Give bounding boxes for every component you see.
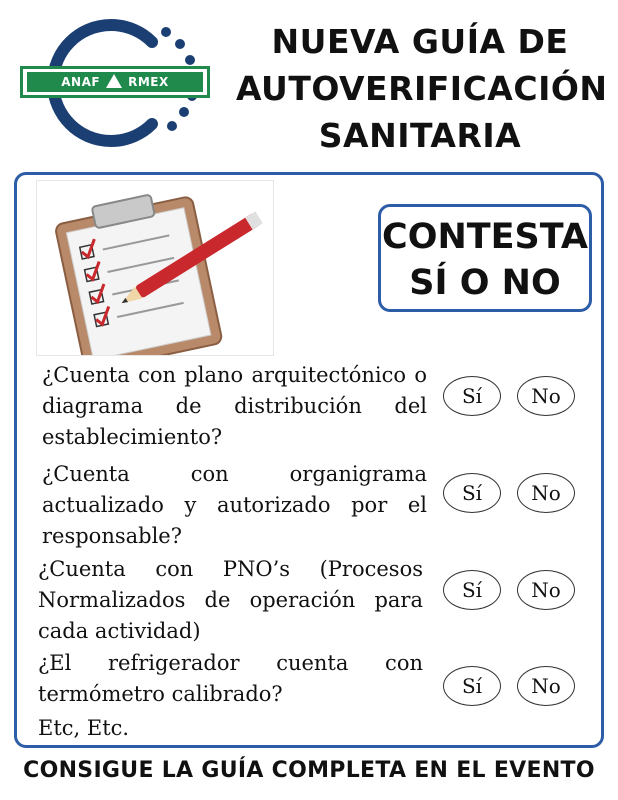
question-4-yes-option[interactable]: Sí <box>443 666 501 706</box>
etc-text: Etc, Etc. <box>38 716 130 740</box>
question-3-yes-option[interactable]: Sí <box>443 570 501 610</box>
callout-line-1: CONTESTA <box>382 217 588 257</box>
question-2-no-option[interactable]: No <box>517 473 575 513</box>
logo-band <box>20 66 210 98</box>
page-title <box>236 18 608 159</box>
logo-text-right: RMEX <box>128 75 169 89</box>
footer-call-to-action: CONSIGUE LA GUÍA COMPLETA EN EL EVENTO <box>23 758 595 783</box>
question-2-text: ¿Cuenta con organigrama actualizado y autorizado por el responsable? <box>42 462 427 548</box>
answer-instruction-callout <box>378 204 592 312</box>
logo <box>14 12 224 152</box>
question-2-yes-option[interactable]: Sí <box>443 473 501 513</box>
question-1-text: ¿Cuenta con plano arquitectónico o diagrama de distribución del establecimiento? <box>42 363 427 449</box>
callout-line-2: SÍ O NO <box>409 263 561 303</box>
question-1-yes-option[interactable]: Sí <box>443 376 501 416</box>
clipboard-checklist-pencil-icon <box>36 180 274 356</box>
question-1-no-option[interactable]: No <box>517 376 575 416</box>
title-line-2: AUTOVERIFICACIÓN <box>236 69 608 108</box>
question-3-text: ¿Cuenta con PNO’s (Procesos Normalizados de operación para cada actividad) <box>38 557 423 643</box>
question-4-no-option[interactable]: No <box>517 666 575 706</box>
question-3-no-option[interactable]: No <box>517 570 575 610</box>
logo-triangle-icon <box>106 74 122 88</box>
logo-text-left: ANAF <box>61 75 101 89</box>
question-4-text: ¿El refrigerador cuenta con termómetro calibrado? <box>38 651 423 706</box>
title-line-3: SANITARIA <box>318 116 522 155</box>
title-line-1: NUEVA GUÍA DE <box>271 22 569 61</box>
